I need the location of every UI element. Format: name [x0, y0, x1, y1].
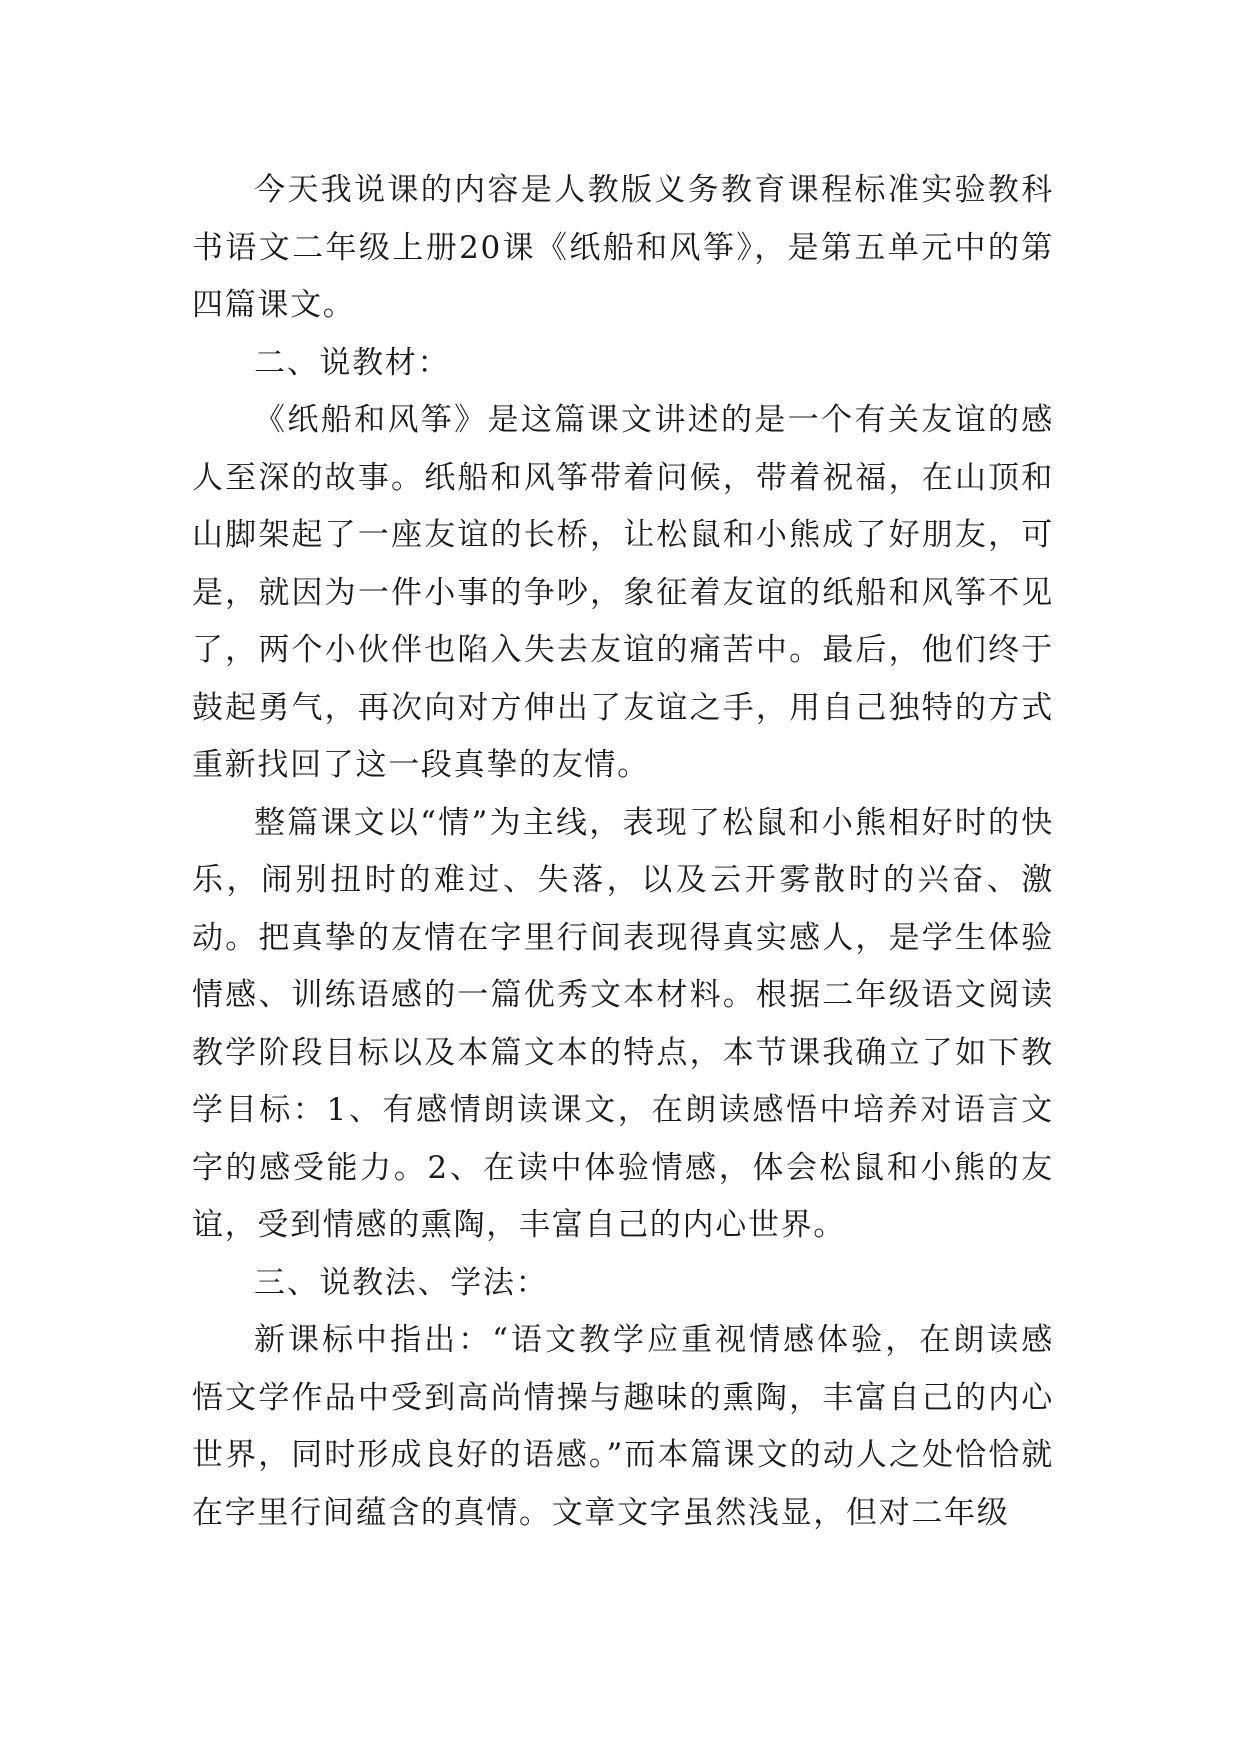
section-heading-methods: 三、说教法、学法： — [254, 1264, 549, 1301]
document-page — [192, 162, 1054, 1542]
textbook-summary-paragraph: 《纸船和风筝》是这篇课文讲述的是一个有关友谊的感人至深的故事。纸船和风筝带着问候，带着祝福，在山顶和山脚架起了一座友谊的长桥，让松鼠和小熊成了好朋友，可是，就因为一件小事的争吵，象征着友谊的纸船和风筝不见了，两个小伙伴也陷入失去友谊的痛苦中。最后，他们终于鼓起勇气，再次向对方伸出了友谊之手，用自己独特的方式重新找回了这一段真挚的友情。 — [192, 402, 1054, 783]
curriculum-standard-paragraph: 新课标中指出：“语文教学应重视情感体验，在朗读感悟文学作品中受到高尚情操与趣味的熏陶，丰富自己的内心世界，同时形成良好的语感。”而本篇课文的动人之处恰恰就在字里行间蕴含的真情。文章文字虽然浅显，但对二年级 — [192, 1322, 1054, 1531]
section-heading-textbook: 二、说教材： — [254, 344, 451, 381]
intro-paragraph: 今天我说课的内容是人教版义务教育课程标准实验教科书语文二年级上册20课《纸船和风筝》，是第五单元中的第四篇课文。 — [192, 172, 1054, 323]
teaching-goals-paragraph: 整篇课文以“情”为主线，表现了松鼠和小熊相好时的快乐，闹别扭时的难过、失落，以及云开雾散时的兴奋、激动。把真挚的友情在字里行间表现得真实感人，是学生体验情感、训练语感的一篇优秀文本材料。根据二年级语文阅读教学阶段目标以及本篇文本的特点，本节课我确立了如下教学目标：1、有感情朗读课文，在朗读感悟中培养对语言文字的感受能力。2、在读中体验情感，体会松鼠和小熊的友谊，受到情感的熏陶，丰富自己的内心世界。 — [192, 804, 1054, 1243]
